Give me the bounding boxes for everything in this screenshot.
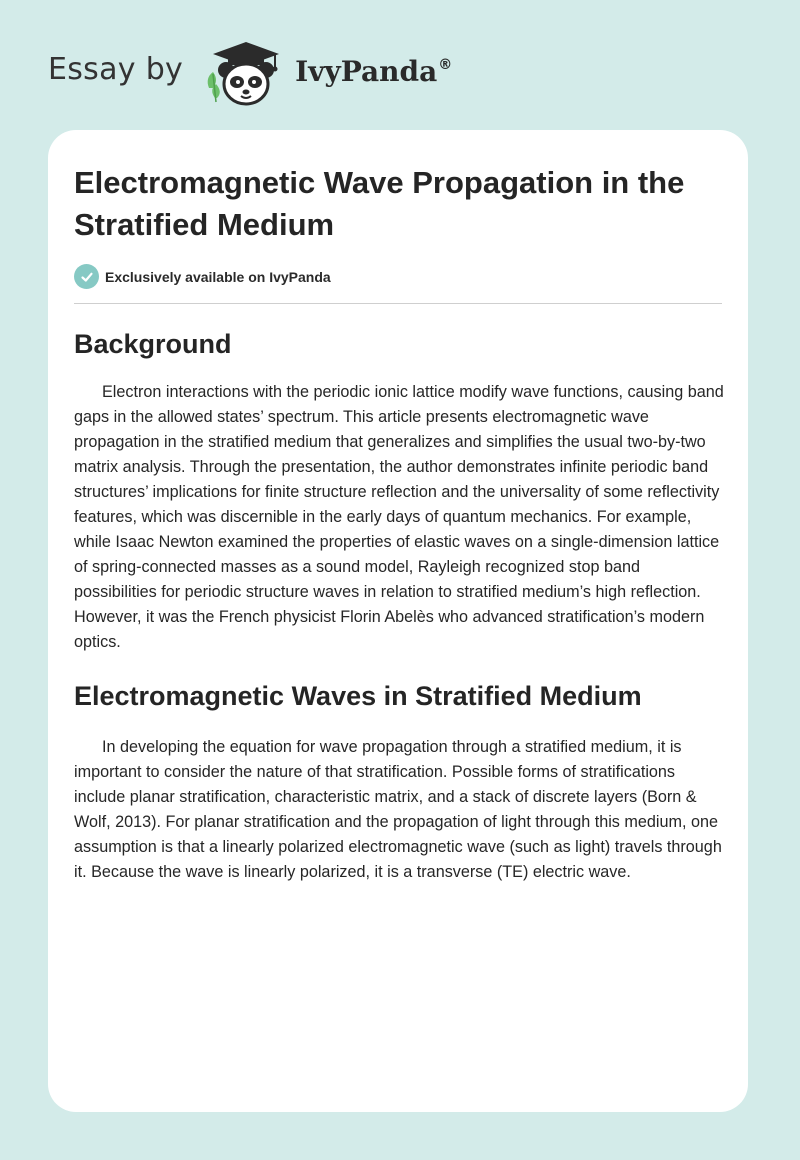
panda-graduate-logo-icon [201,38,291,108]
section-background [74,327,724,655]
essay-by-label: Essay by [48,51,184,87]
section-paragraph: Electron interactions with the periodic ionic lattice modify wave functions, causing band gaps in the allowed states’ spectrum. This article presents electromagnetic wave propagation in the stratified medium that generalizes and simplifies the usual two-by-two matrix analysis. Through the presentation, the author demonstrates infinite periodic band structures’ implications for finite structure reflection and the universality of some reflectivity features, which was discernible in the early days of quantum mechanics. For example, while Isaac Newton examined the properties of elastic waves on a single-dimension lattice of spring-connected masses as a sound model, Rayleigh recognized stop band possibilities for periodic structure waves in relation to stratified medium’s high reflection. However, it was the French physicist Florin Abelès who advanced stratification’s modern optics. [74,383,724,651]
section-heading: Background [74,329,232,359]
checkmark-icon [80,270,94,284]
essay-card [48,130,748,1112]
check-circle-icon [74,264,99,289]
essay-title: Electromagnetic Wave Propagation in the Stratified Medium [74,165,685,242]
exclusive-label: Exclusively available on IvyPanda [105,268,331,285]
divider [74,303,722,304]
section-em-waves [74,679,724,885]
brand-name [295,55,452,88]
exclusive-badge [74,264,331,289]
brand-name-text: IvyPanda [295,54,438,88]
brand-header[interactable] [48,38,452,108]
registered-mark: ® [438,56,453,73]
section-paragraph: In developing the equation for wave propagation through a stratified medium, it is important to consider the nature of that stratification. Possible forms of stratifications include planar stratification, characteristic matrix, and a stack of discrete layers (Born & Wolf, 2013). For planar stratification and the propagation of light through this medium, one assumption is that a linearly polarized electromagnetic wave (such as light) travels through it. Because the wave is linearly polarized, it is a transverse (TE) electric wave. [74,738,722,881]
section-heading: Electromagnetic Waves in Stratified Medium [74,681,642,711]
